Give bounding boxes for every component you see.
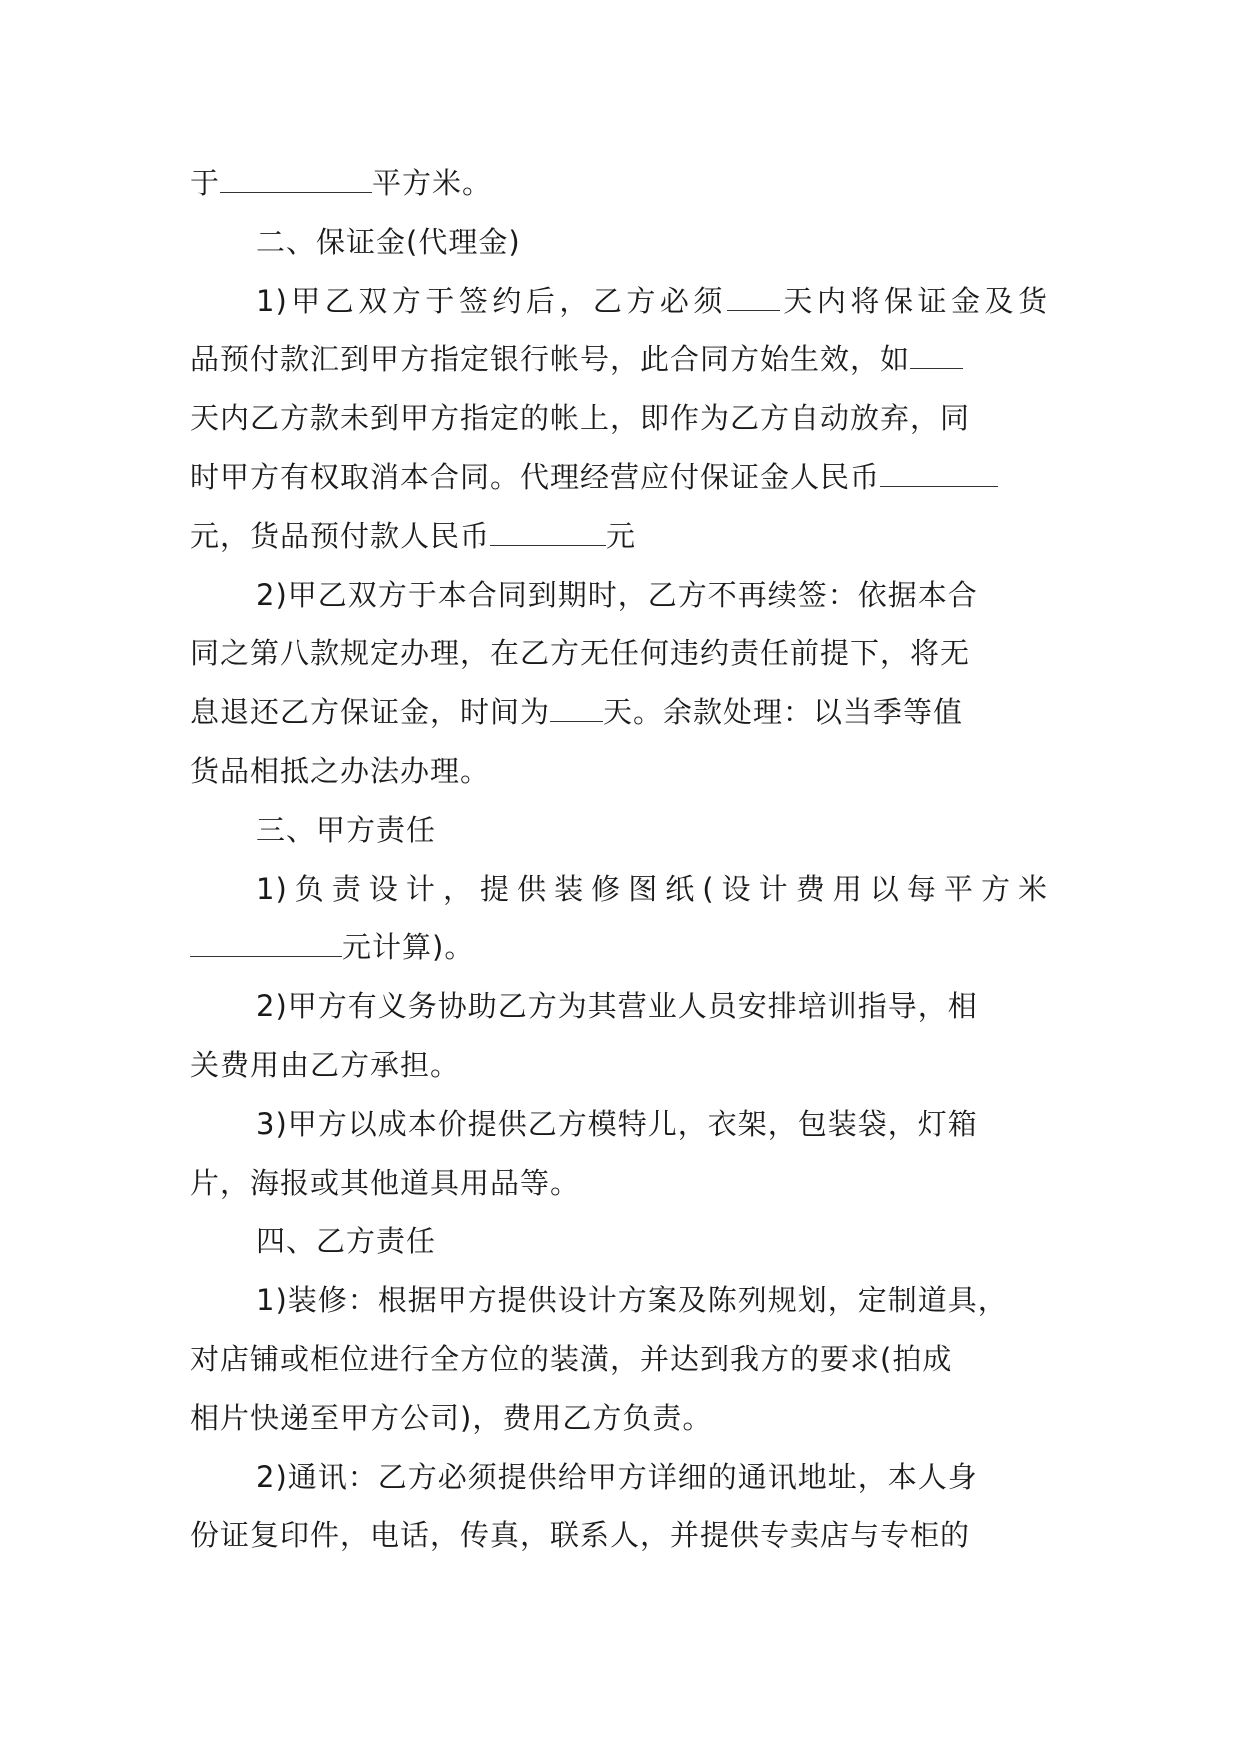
text-line bbox=[190, 1036, 1048, 1095]
text-fragment: 元计算)。 bbox=[342, 930, 475, 965]
fill-in-blank bbox=[550, 697, 603, 722]
text-fragment: 时甲方有权取消本合同。代理经营应付保证金人民币 bbox=[190, 459, 881, 494]
text-fragment: 对店铺或柜位进行全方位的装潢，并达到我方的要求(拍成 bbox=[190, 1341, 953, 1376]
section-heading bbox=[190, 213, 1048, 272]
text-line bbox=[190, 272, 1048, 331]
heading-text: 三、甲方责任 bbox=[256, 812, 437, 847]
text-line bbox=[190, 742, 1048, 801]
fill-in-blank bbox=[190, 932, 342, 957]
text-fragment: 关费用由乙方承担。 bbox=[190, 1047, 461, 1082]
text-fragment: 货品相抵之办法办理。 bbox=[190, 753, 491, 788]
text-line bbox=[190, 448, 1048, 507]
text-fragment: 天内乙方款未到甲方指定的帐上，即作为乙方自动放弃，同 bbox=[190, 401, 971, 436]
heading-text: 四、乙方责任 bbox=[256, 1224, 437, 1259]
text-fragment: 品预付款汇到甲方指定银行帐号，此合同方始生效，如 bbox=[190, 342, 911, 377]
fill-in-blank bbox=[880, 462, 998, 487]
text-fragment: 片，海报或其他道具用品等。 bbox=[190, 1165, 581, 1200]
text-line bbox=[190, 1330, 1048, 1389]
text-fragment: 1)甲乙双方于签约后，乙方必须 bbox=[256, 283, 727, 318]
text-line bbox=[190, 330, 1048, 389]
text-fragment: 份证复印件，电话，传真，联系人，并提供专卖店与专柜的 bbox=[190, 1518, 971, 1553]
text-fragment: 息退还乙方保证金，时间为 bbox=[190, 695, 551, 730]
document-body bbox=[190, 154, 1048, 1565]
fill-in-blank bbox=[490, 521, 606, 546]
fill-in-blank bbox=[220, 168, 372, 193]
text-line bbox=[190, 918, 1048, 977]
text-fragment: 3)甲方以成本价提供乙方模特儿，衣架，包装袋，灯箱 bbox=[256, 1106, 978, 1141]
text-fragment: 天。余款处理：以当季等值 bbox=[603, 695, 964, 730]
section-heading bbox=[190, 1212, 1048, 1271]
text-fragment: 于 bbox=[190, 166, 221, 200]
text-line bbox=[190, 566, 1048, 625]
text-fragment: 2)甲方有义务协助乙方为其营业人员安排培训指导，相 bbox=[256, 989, 978, 1024]
text-fragment: 1)装修：根据甲方提供设计方案及陈列规划，定制道具， bbox=[256, 1283, 1008, 1318]
text-fragment: 同之第八款规定办理，在乙方无任何违约责任前提下，将无 bbox=[190, 636, 971, 671]
text-fragment: 平方米。 bbox=[372, 166, 493, 200]
text-line bbox=[190, 389, 1048, 448]
text-line bbox=[190, 977, 1048, 1036]
text-line bbox=[190, 154, 1048, 213]
text-fragment: 元 bbox=[606, 518, 637, 553]
text-line bbox=[190, 507, 1048, 566]
text-line bbox=[190, 1389, 1048, 1448]
text-fragment: 2)甲乙双方于本合同到期时，乙方不再续签：依据本合 bbox=[256, 577, 978, 612]
text-line bbox=[190, 1506, 1048, 1565]
text-fragment: 1)负责设计，提供装修图纸(设计费用以每平方米 bbox=[256, 871, 1048, 906]
text-line bbox=[190, 624, 1048, 683]
text-line bbox=[190, 1271, 1048, 1330]
text-fragment: 相片快递至甲方公司)，费用乙方负责。 bbox=[190, 1400, 713, 1435]
fill-in-blank bbox=[727, 286, 780, 311]
text-fragment: 天内将保证金及货 bbox=[779, 283, 1048, 318]
text-line bbox=[190, 860, 1048, 919]
text-line bbox=[190, 683, 1048, 742]
text-line bbox=[190, 1448, 1048, 1507]
fill-in-blank bbox=[910, 344, 963, 369]
text-line bbox=[190, 1095, 1048, 1154]
heading-text: 二、保证金(代理金) bbox=[256, 224, 521, 259]
text-fragment: 元，货品预付款人民币 bbox=[190, 518, 491, 553]
section-heading bbox=[190, 801, 1048, 860]
text-fragment: 2)通讯：乙方必须提供给甲方详细的通讯地址，本人身 bbox=[256, 1459, 978, 1494]
text-line bbox=[190, 1154, 1048, 1213]
